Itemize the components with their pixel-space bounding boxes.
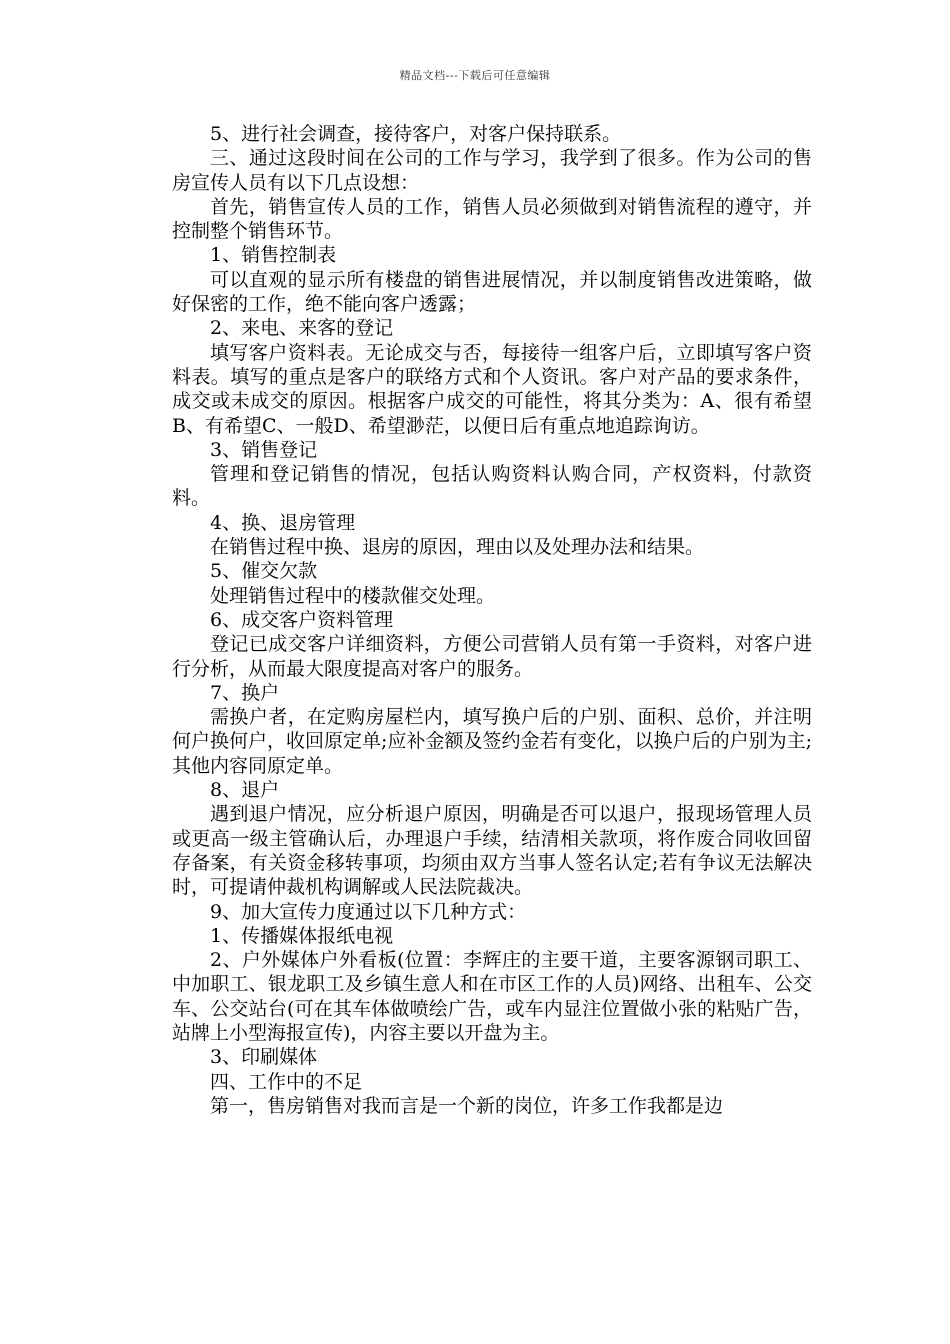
paragraph: 5、催交欠款	[210, 560, 318, 583]
paragraph: 6、成交客户资料管理	[210, 608, 394, 631]
paragraph: 在销售过程中换、退房的原因，理由以及处理办法和结果。	[210, 536, 705, 559]
paragraph: 2、户外媒体户外看板(位置：李辉庄的主要干道，主要客源钢司职工、中加职工、银龙职工及乡镇生意人和在市区工作的人员)网络、出租车、公交车、公交站台(可在其车体做喷绘广告，或车内显注位置做小张的粘贴广告，站牌上小型海报宣传)，内容主要以开盘为主。	[172, 949, 812, 1044]
paragraph: 需换户者，在定购房屋栏内，填写换户后的户别、面积、总价，并注明何户换何户，收回原定单;应补金额及签约金若有变化，以换户后的户别为主;其他内容同原定单。	[172, 706, 812, 777]
paragraph: 首先，销售宣传人员的工作，销售人员必须做到对销售流程的遵守，并控制整个销售环节。	[172, 195, 812, 243]
paragraph: 登记已成交客户详细资料，方便公司营销人员有第一手资料，对客户进行分析，从而最大限度提高对客户的服务。	[172, 633, 812, 680]
paragraph: 遇到退户情况，应分析退户原因，明确是否可以退户，报现场管理人员或更高一级主管确认后，办理退户手续，结清相关款项，将作废合同收回留存备案，有关资金移转事项，均须由双方当事人签名认定;若有争议无法解决时，可提请仲裁机构调解或人民法院裁决。	[172, 803, 812, 899]
paragraph: 8、退户	[210, 779, 280, 802]
paragraph: 9、加大宣传力度通过以下几种方式：	[210, 900, 527, 923]
paragraph: 2、来电、来客的登记	[210, 317, 394, 340]
page-header: 精品文档---下载后可任意编辑	[399, 69, 551, 82]
paragraph: 4、换、退房管理	[210, 511, 356, 534]
paragraph: 1、传播媒体报纸电视	[210, 924, 394, 947]
paragraph: 5、进行社会调查，接待客户，对客户保持联系。	[210, 123, 622, 145]
paragraph: 可以直观的显示所有楼盘的销售进展情况，并以制度销售改进策略，做好保密的工作，绝不能向客户透露；	[172, 268, 812, 316]
paragraph: 3、销售登记	[210, 438, 318, 461]
document-body	[172, 122, 812, 1118]
paragraph: 四、工作中的不足	[210, 1070, 363, 1093]
paragraph: 3、印刷媒体	[210, 1046, 318, 1069]
paragraph: 三、通过这段时间在公司的工作与学习，我学到了很多。作为公司的售房宣传人员有以下几点设想：	[172, 147, 812, 194]
paragraph: 7、换户	[210, 681, 280, 704]
paragraph: 管理和登记销售的情况，包括认购资料认购合同，产权资料，付款资料。	[172, 463, 812, 510]
paragraph: 1、销售控制表	[210, 244, 337, 267]
paragraph: 处理销售过程中的楼款催交处理。	[210, 584, 496, 607]
paragraph: 第一，售房销售对我而言是一个新的岗位，许多工作我都是边	[210, 1094, 724, 1117]
paragraph: 填写客户资料表。无论成交与否，每接待一组客户后，立即填写客户资料表。填写的重点是客户的联络方式和个人资讯。客户对产品的要求条件，成交或未成交的原因。根据客户成交的可能性，将其分类为：A、很有希望B、有希望C、一般D、希望渺茫，以便日后有重点地追踪询访。	[172, 341, 812, 437]
